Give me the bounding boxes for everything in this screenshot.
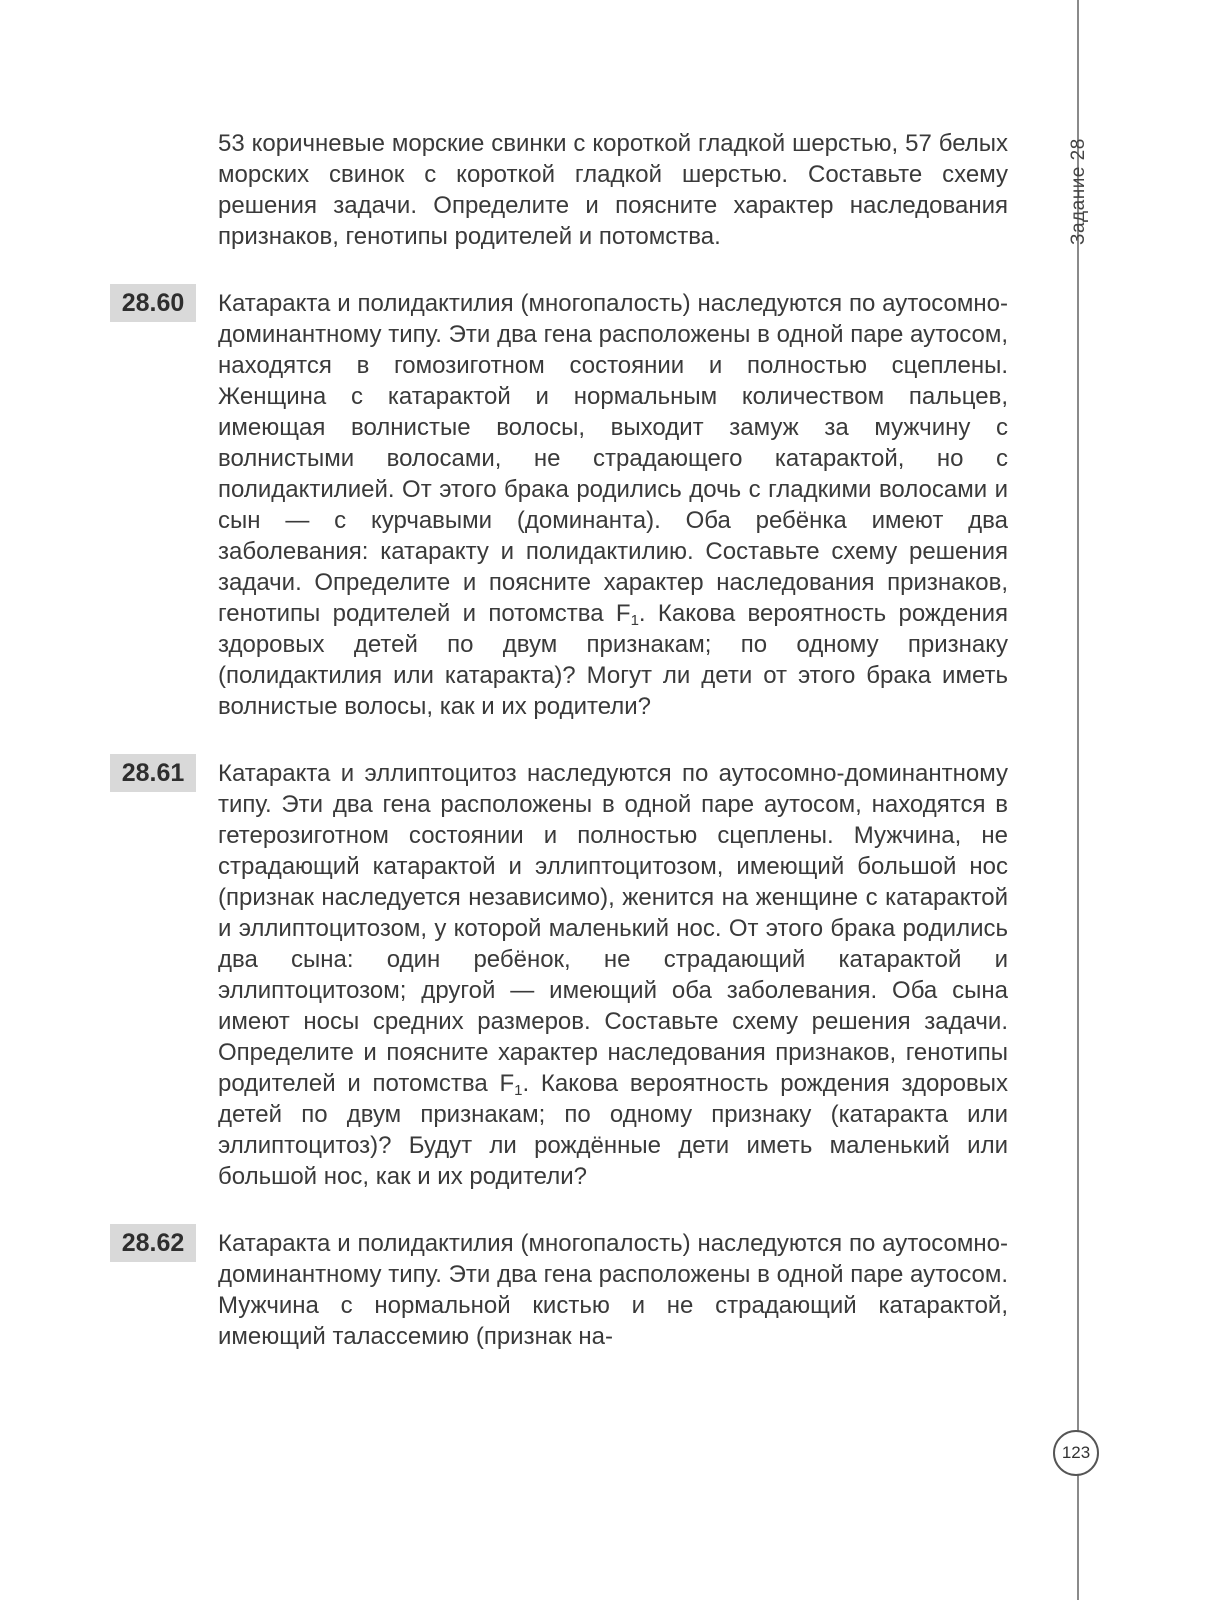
page-content	[110, 128, 1010, 1352]
task-28-60	[110, 288, 1010, 722]
task-text	[218, 1228, 1008, 1352]
task-text-part: Катаракта и полидактилия (многопалость) наследуются по аутосомно-доминантному типу. Эти два гена расположены в одной паре аутосом, находятся в гомозиготном состоянии и полностью сцеплены. Женщина с катарактой и нормальным количеством пальцев, имеющая волнистые волосы, выходит замуж за мужчину с волнистыми волосами, не страдающего катарактой, но с полидактилией. От этого брака родились дочь с гладкими волосами и сын — с курчавыми (доминанта). Оба ребёнка имеют два заболевания: катаракту и полидактилию. Составьте схему решения задачи. Определите и поясните характер наследования признаков, генотипы родителей и потомства F	[218, 290, 1008, 627]
task-number: 28.61	[110, 754, 196, 792]
task-text-part: Катаракта и эллиптоцитоз наследуются по аутосомно-доминантному типу. Эти два гена расположены в одной паре аутосом, находятся в гетерозиготном состоянии и полностью сцеплены. Мужчина, не страдающий катарактой и эллиптоцитозом, имеющий большой нос (признак наследуется независимо), женится на женщине с катарактой и эллиптоцитозом, у которой маленький нос. От этого брака родились два сына: один ребёнок, не страдающий катарактой и эллиптоцитозом; другой — имеющий оба заболевания. Оба сына имеют носы средних размеров. Составьте схему решения задачи. Определите и поясните характер наследования признаков, генотипы родителей и потомства F	[218, 760, 1008, 1097]
task-28-62	[110, 1228, 1010, 1352]
task-number: 28.60	[110, 284, 196, 322]
subscript: 1	[630, 612, 639, 629]
task-28-61	[110, 758, 1010, 1192]
task-text-part: . Какова вероятность рождения здоровых детей по двум признакам; по одному признаку (полидактилия или катаракта)? Могут ли дети от этого брака иметь волнистые волосы, как и их родители?	[218, 600, 1008, 720]
task-text	[218, 758, 1008, 1192]
task-text-part: Катаракта и полидактилия (многопалость) наследуются по аутосомно-доминантному типу. Эти два гена расположены в одной паре аутосом. Мужчина с нормальной кистью и не страдающий катарактой, имеющий талассемию (признак на-	[218, 1230, 1008, 1350]
task-text-part: . Какова вероятность рождения здоровых детей по двум признакам; по одному признаку (катаракта или эллиптоцитоз)? Будут ли рождённые дети иметь маленький или большой нос, как и их родители?	[218, 1070, 1009, 1190]
task-text	[218, 288, 1008, 722]
intro-paragraph: 53 коричневые морские свинки с короткой гладкой шерстью, 57 белых морских свинок с короткой гладкой шерстью. Составьте схему решения задачи. Определите и поясните характер наследования признаков, генотипы родителей и потомства.	[218, 130, 1008, 250]
task-number: 28.62	[110, 1224, 196, 1262]
subscript: 1	[514, 1082, 523, 1099]
page-number: 123	[1053, 1430, 1099, 1476]
section-side-label: Задание 28	[1068, 138, 1089, 245]
